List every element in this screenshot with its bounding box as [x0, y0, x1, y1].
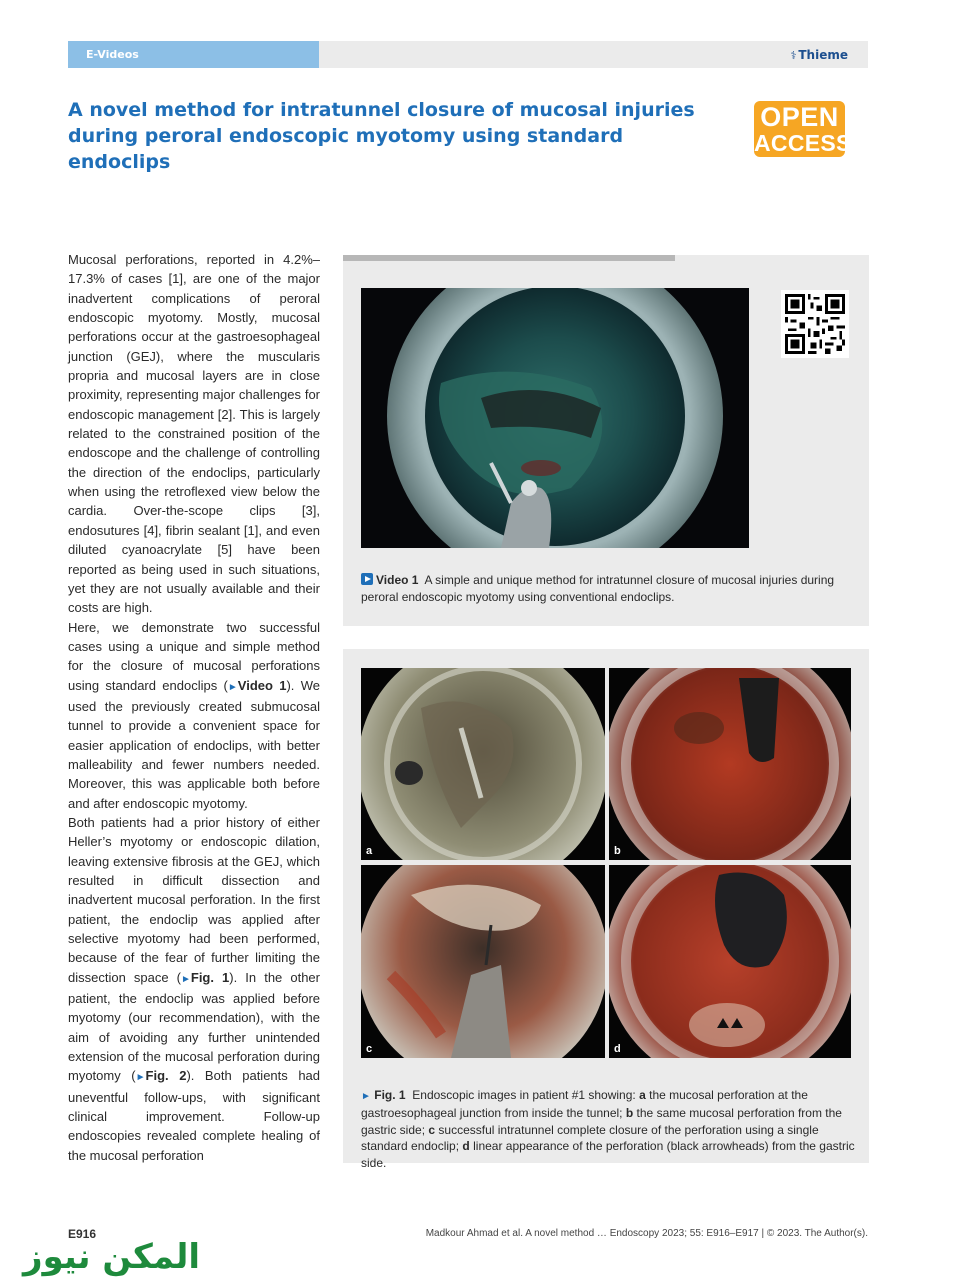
figure-image-d[interactable]	[609, 865, 851, 1058]
body-paragraph-3	[68, 813, 320, 1165]
header-bar	[68, 41, 868, 68]
body-text-span: ). Both patients had uneventful follow-ups, with significant clinical improvement. Follow-up endoscopies revealed complete healing of the mucosal perforation	[68, 1068, 321, 1163]
video-caption-label: Video 1	[376, 573, 419, 587]
video-thumbnail	[361, 288, 749, 548]
open-access-line2: ACCESS	[754, 130, 852, 156]
figure-caption-label: Fig. 1	[374, 1088, 406, 1102]
video-caption-text: A simple and unique method for intratunnel closure of mucosal injuries during peroral endoscopic myotomy using conventional endoclips.	[361, 573, 835, 604]
video-player[interactable]	[361, 288, 749, 548]
figure-image-c[interactable]	[361, 865, 605, 1058]
page-number: E916	[68, 1227, 97, 1241]
open-access-badge	[754, 101, 852, 157]
endoscopic-image-a	[361, 668, 605, 860]
figure-panel	[343, 649, 869, 1170]
arrow-ref-icon: ►	[135, 1072, 146, 1084]
qr-code[interactable]	[781, 290, 849, 358]
arrow-ref-icon: ►	[361, 1091, 371, 1102]
endoscopic-image-c	[361, 865, 605, 1058]
caption-panel-d: d	[462, 1139, 470, 1154]
caption-text-c: successful intratunnel complete closure of the perforation using a single standard endoclip;	[361, 1122, 819, 1154]
caption-panel-c: c	[428, 1122, 436, 1137]
endoscopic-image-b	[609, 668, 851, 860]
video-panel-rule	[343, 255, 675, 261]
article-body	[68, 250, 320, 1165]
panel-label-b: b	[614, 845, 621, 857]
body-paragraph-1: Mucosal perforations, reported in 4.2%–17.3% of cases [1], are one of the major inadvertent complications of peroral endoscopic myotomy. Mostly, mucosal perforations occur at the gastroesophageal junction (GEJ), where the muscularis propria and mucosal layers are in close proximity, representing major challenges for endoscopic management [2]. This is largely related to the constrained position of the endoscope and the challenge of controlling the direction of the endoclips, particularly when using the retroflexed view below the cardia. Over-the-scope clips [3], endosutures [4], fibrin sealant [1], and even diluted cyanoacrylate [5] have been reported as being used in such situations, yet they are not usually available and their costs are high.	[68, 252, 320, 616]
body-text-span: Both patients had a prior history of either Heller’s myotomy or endoscopic dilation, leaving extensive fibrosis at the GEJ, which resulted in difficult dissection and inadvertent mucosal perforation. In the first patient, the endoclip was applied after selective myotomy had been performed, because of the fear of further limiting the dissection space (	[68, 814, 320, 985]
figure-ref-link[interactable]: Fig. 1	[190, 969, 230, 985]
section-label: E-Videos	[68, 41, 319, 68]
publisher-logo	[790, 41, 848, 68]
arrow-ref-icon: ►	[227, 681, 238, 693]
open-access-line1: OPEN	[760, 102, 839, 132]
figure-image-a[interactable]	[361, 668, 605, 860]
publisher-name: Thieme	[798, 48, 848, 62]
thieme-logo-icon: ⚕	[790, 49, 797, 62]
endoscopic-image-d	[609, 865, 851, 1058]
watermark-text: المكن نيوز	[23, 1237, 200, 1277]
caption-text-b: the same mucosal perforation from the gastric side;	[361, 1106, 842, 1137]
article-title: A novel method for intratunnel closure of mucosal injuries during peroral endoscopic myotomy using standard endoclips	[68, 99, 695, 173]
figure-caption	[361, 1087, 866, 1171]
panel-label-a: a	[366, 845, 373, 857]
figure-caption-intro: Endoscopic images in patient #1 showing:	[412, 1088, 636, 1102]
caption-text-d: linear appearance of the perforation (black arrowheads) from the gastric side.	[361, 1139, 855, 1170]
body-paragraph-2	[68, 618, 320, 813]
video-caption	[361, 572, 856, 605]
watermark-logo-graphic	[0, 1232, 205, 1280]
panel-label-c: c	[366, 1043, 373, 1055]
video-ref-link[interactable]: Video 1	[237, 677, 287, 693]
qr-code-icon	[785, 294, 845, 354]
caption-panel-b: b	[625, 1106, 634, 1121]
panel-label-d: d	[614, 1043, 621, 1055]
watermark-logo	[0, 1232, 205, 1280]
figure-image-b[interactable]	[609, 668, 851, 860]
arrow-ref-icon: ►	[180, 973, 191, 985]
play-icon	[361, 573, 373, 585]
body-text-span: ). We used the previously created submucosal tunnel to provide a convenient space for easier application of endoclips, with better malleability and fewer numbers needed. Moreover, this was applicable both before and after endoscopic myotomy.	[68, 677, 320, 811]
footer-citation: Madkour Ahmad et al. A novel method … Endoscopy 2023; 55: E916–E917 | © 2023. The Author(s).	[425, 1228, 868, 1239]
caption-text-a: the mucosal perforation at the gastroesophageal junction from inside the tunnel;	[361, 1088, 808, 1121]
body-text-span: Here, we demonstrate two successful cases using a unique and simple method for the closure of mucosal perforations using standard endoclips (	[68, 619, 320, 693]
video-panel	[343, 255, 869, 626]
figure-ref-link[interactable]: Fig. 2	[145, 1068, 187, 1084]
caption-panel-a: a	[639, 1088, 646, 1102]
body-text-span: ). In the other patient, the endoclip was applied before myotomy (our recommendation), with the aim of avoiding any further unintended extension of the mucosal perforation during myotomy (	[68, 969, 320, 1084]
